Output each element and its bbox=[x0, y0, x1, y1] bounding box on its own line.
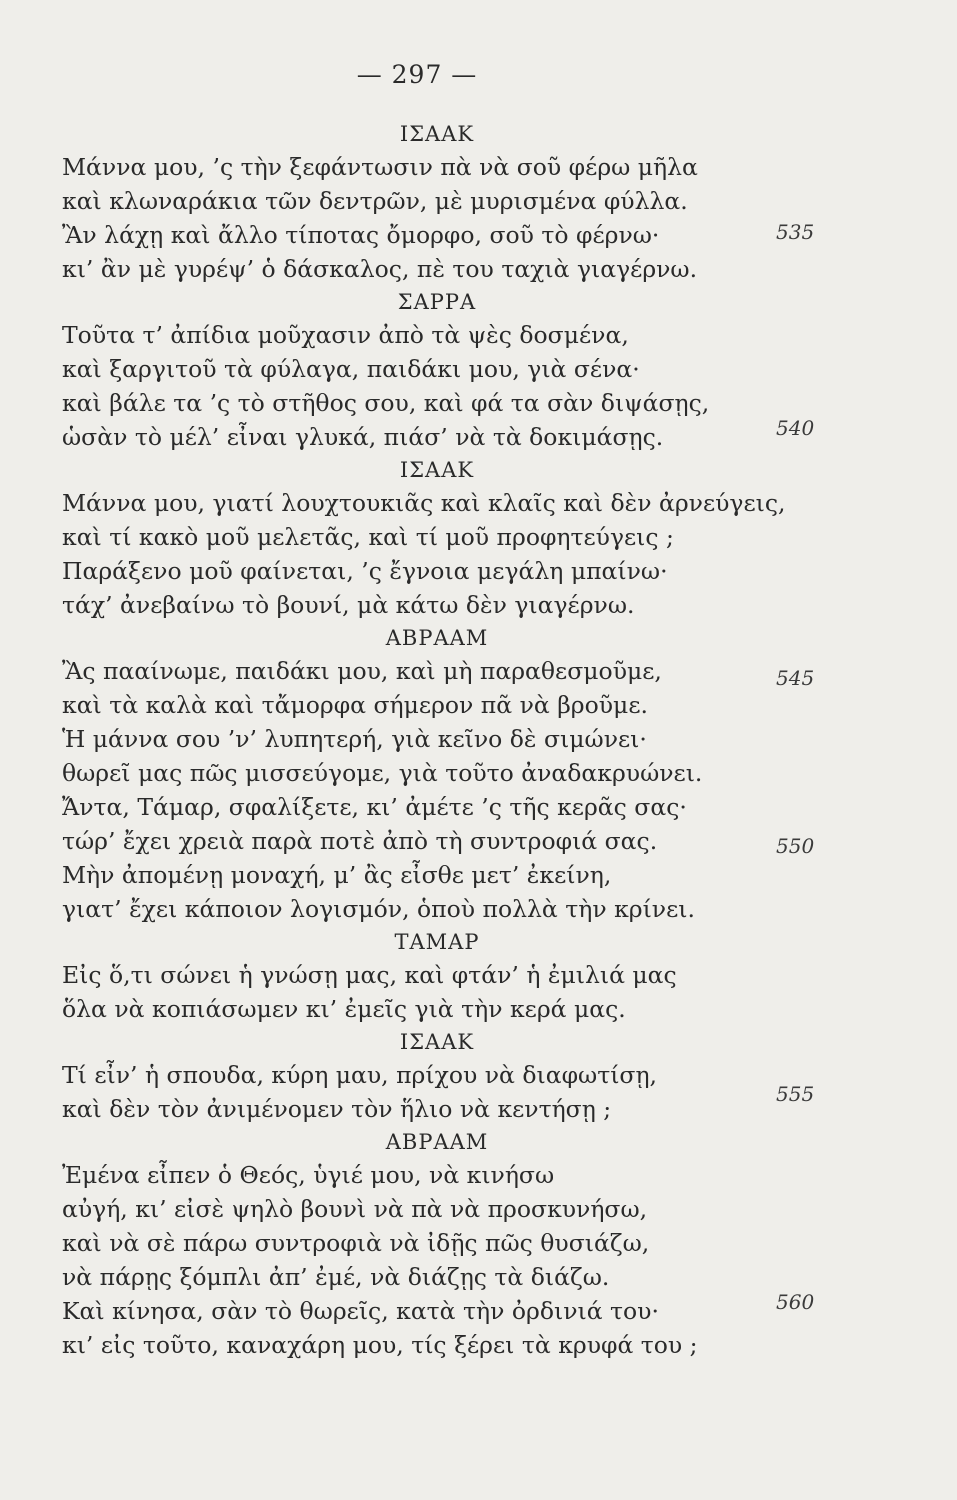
speaker-name: ΙΣΑΑΚ bbox=[399, 122, 475, 146]
line-number: 540 bbox=[776, 416, 815, 440]
line-number: 560 bbox=[776, 1290, 815, 1314]
speaker-name: ΤΑΜΑΡ bbox=[394, 930, 480, 954]
verse-line: Ἄντα, Τάμαρ, σφαλίξετε, κι’ ἀμέτε ’ς τῆς κερᾶς σας· bbox=[62, 793, 687, 821]
verse-line: καὶ δὲν τὸν ἀνιμένομεν τὸν ἥλιο νὰ κεντήσῃ ; bbox=[62, 1095, 612, 1123]
speaker-name: ΑΒΡΑΑΜ bbox=[385, 1130, 489, 1154]
verse-line: Τί εἶν’ ἡ σπουδα, κύρη μαυ, πρίχου νὰ διαφωτίσῃ, bbox=[62, 1061, 658, 1089]
verse-line: νὰ πάρῃς ξόμπλι ἀπ’ ἐμέ, νὰ διάζῃς τὰ διάζω. bbox=[62, 1263, 610, 1291]
speaker-name: ΙΣΑΑΚ bbox=[399, 458, 475, 482]
line-number: 535 bbox=[776, 220, 815, 244]
verse-line: καὶ βάλε τα ’ς τὸ στῆθος σου, καὶ φά τα σὰν διψάσῃς, bbox=[62, 389, 710, 417]
verse-line: Ἡ μάννα σου ’ν’ λυπητερή, γιὰ κεῖνο δὲ σιμώνει· bbox=[62, 725, 647, 753]
line-number: 550 bbox=[776, 834, 815, 858]
speaker-name: ΑΒΡΑΑΜ bbox=[385, 626, 489, 650]
verse-line: γιατ’ ἔχει κάποιον λογισμόν, ὁποὺ πολλὰ τὴν κρίνει. bbox=[62, 895, 695, 923]
verse-line: καὶ ξαργιτοῦ τὰ φύλαγα, παιδάκι μου, γιὰ σένα· bbox=[62, 355, 640, 383]
verse-line: ὅλα νὰ κοπιάσωμεν κι’ ἐμεῖς γιὰ τὴν κερά μας. bbox=[62, 995, 626, 1023]
verse-line: Ἐμένα εἶπεν ὁ Θεός, ὑγιέ μου, νὰ κινήσω bbox=[62, 1161, 555, 1189]
verse-line: τάχ’ ἀνεβαίνω τὸ βουνί, μὰ κάτω δὲν γιαγέρνω. bbox=[62, 591, 635, 619]
line-number: 545 bbox=[776, 666, 815, 690]
verse-line: καὶ κλωναράκια τῶν δεντρῶν, μὲ μυρισμένα φύλλα. bbox=[62, 187, 688, 215]
verse-line: κι’ εἰς τοῦτο, καναχάρη μου, τίς ξέρει τὰ κρυφά του ; bbox=[62, 1331, 698, 1359]
verse-line: τώρ’ ἔχει χρειὰ παρὰ ποτὲ ἀπὸ τὴ συντροφιά σας. bbox=[62, 827, 658, 855]
verse-line: καὶ τὰ καλὰ καὶ τἄμορφα σήμερον πᾶ νὰ βροῦμε. bbox=[62, 691, 648, 719]
verse-line: Μάννα μου, ’ς τὴν ξεφάντωσιν πὰ νὰ σοῦ φέρω μῆλα bbox=[62, 153, 698, 181]
verse-line: αὐγή, κι’ εἰσὲ ψηλὸ βουνὶ νὰ πὰ νὰ προσκυνήσω, bbox=[62, 1195, 648, 1223]
verse-line: καὶ νὰ σὲ πάρω συντροφιὰ νὰ ἰδῇς πῶς θυσιάζω, bbox=[62, 1229, 650, 1257]
speaker-name: ΣΑΡΡΑ bbox=[397, 290, 477, 314]
speaker-name: ΙΣΑΑΚ bbox=[399, 1030, 475, 1054]
verse-line: Ἂς πααίνωμε, παιδάκι μου, καὶ μὴ παραθεσμοῦμε, bbox=[62, 657, 662, 685]
verse-line: Μάννα μου, γιατί λουχτουκιᾶς καὶ κλαῖς καὶ δὲν ἀρνεύγεις, bbox=[62, 489, 786, 517]
verse-line: ὡσὰν τὸ μέλ’ εἶναι γλυκά, πιάσ’ νὰ τὰ δοκιμάσῃς. bbox=[62, 423, 664, 451]
verse-line: κι’ ἂν μὲ γυρέψ’ ὁ δάσκαλος, πὲ του ταχιὰ γιαγέρνω. bbox=[62, 255, 698, 283]
verse-line: Μὴν ἀπομένῃ μοναχή, μ’ ἂς εἶσθε μετ’ ἐκείνη, bbox=[62, 861, 612, 889]
verse-line: Καὶ κίνησα, σὰν τὸ θωρεῖς, κατὰ τὴν ὀρδινιά του· bbox=[62, 1297, 659, 1325]
line-number: 555 bbox=[776, 1082, 815, 1106]
page-number: — 297 — bbox=[356, 60, 478, 89]
verse-line: Τοῦτα τ’ ἀπίδια μοῦχασιν ἀπὸ τὰ ψὲς δοσμένα, bbox=[62, 321, 629, 349]
verse-line: καὶ τί κακὸ μοῦ μελετᾶς, καὶ τί μοῦ προφητεύγεις ; bbox=[62, 523, 674, 551]
verse-line: Ἂν λάχῃ καὶ ἄλλο τίποτας ὄμορφο, σοῦ τὸ φέρνω· bbox=[62, 221, 660, 249]
verse-line: θωρεῖ μας πῶς μισσεύγομε, γιὰ τοῦτο ἀναδακρυώνει. bbox=[62, 759, 703, 787]
verse-line: Εἰς ὅ,τι σώνει ἡ γνώσῃ μας, καὶ φτάν’ ἡ ἐμιλιά μας bbox=[62, 961, 677, 989]
verse-line: Παράξενο μοῦ φαίνεται, ’ς ἔγνοια μεγάλη μπαίνω· bbox=[62, 557, 668, 585]
verse-text bbox=[62, 118, 786, 1362]
